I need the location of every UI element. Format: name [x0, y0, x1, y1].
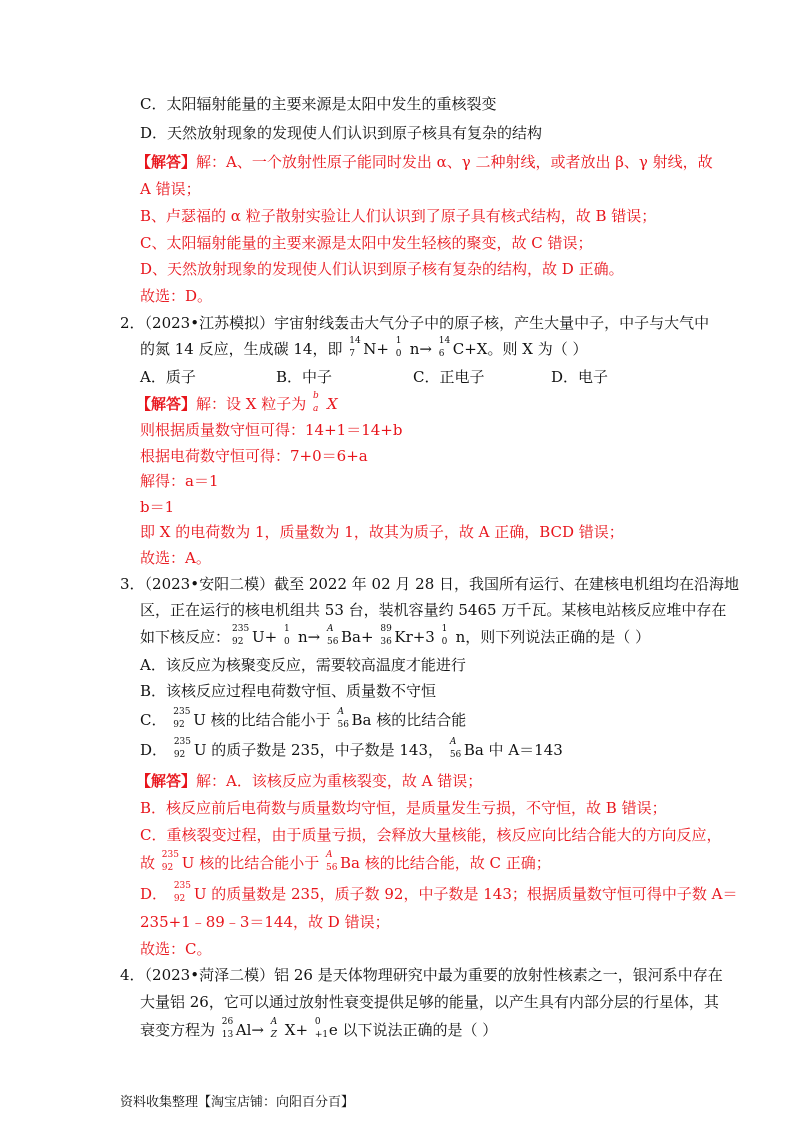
q2-stem-line-1: 2．（2023•江苏模拟）宇宙射线轰击大气分子中的原子核，产生大量中子，中子与大气中 [120, 314, 710, 332]
nuclide-kr89: 89 36 [380, 624, 392, 647]
q3-option-a: A．该反应为核聚变反应，需要较高温度才能进行 [140, 656, 466, 674]
q1-answer-line-1: 【解答】解：A、一个放射性原子能同时发出 α、γ 二种射线，或者放出 β、γ 射线，故 [136, 153, 713, 171]
q2-answer-line-4: 解得：a＝1 [140, 472, 219, 490]
nuclide-positron: 0 +1 [314, 1017, 329, 1040]
nuclide-al26: 26 13 [221, 1017, 234, 1040]
q2-answer-line-5: b＝1 [140, 498, 175, 516]
q3-stem-line-1: 3．（2023•安阳二模）截至 2022 年 02 月 28 日，我国所有运行、在建核电机组均在沿海地 [120, 575, 740, 593]
q2-answer-line-2: 则根据质量数守恒可得：14+1＝14+b [140, 421, 403, 439]
q3-option-d: D． 235 92 U 的质子数是 235，中子数是 143， A 56 Ba 中 A＝143 [140, 737, 563, 760]
q2-option-d: D．电子 [551, 368, 609, 386]
q3-answer-line-5: D． 235 92 U 的质量数是 235，质子数 92，中子数是 143；根据质量数守恒可得中子数 A＝ [140, 881, 738, 904]
q3-stem-line-2: 区，正在运行的核电机组共 53 台，装机容量约 5465 万千瓦。某核电站核反应堆中存在 [140, 601, 727, 619]
q2-choice: 故选：A。 [140, 549, 211, 567]
q3-answer-line-2: B．核反应前后电荷数与质量数均守恒，是质量发生亏损，不守恒，故 B 错误； [140, 799, 667, 817]
nuclide-ba: A 56 [449, 737, 462, 760]
nuclide-c14: 14 6 [438, 336, 451, 359]
q2-option-a: A．质子 [140, 368, 196, 386]
q4-stem-line-2: 大量铝 26，它可以通过放射性衰变提供足够的能量，以产生具有内部分层的行星体，其 [140, 993, 719, 1011]
q1-answer-line-3: C、太阳辐射能量的主要来源是太阳中发生轻核的聚变，故 C 错误； [140, 234, 593, 252]
nuclide-ba: A 56 [326, 850, 338, 873]
q4-stem-line-3: 衰变方程为 26 13 Al→ A Z X+ 0 +1 e 以下说法正确的是（ ） [140, 1017, 498, 1040]
q2-option-b: B．中子 [276, 368, 333, 386]
nuclide-neutron: 1 0 [284, 624, 290, 647]
q3-option-b: B．该核反应过程电荷数守恒、质量数不守恒 [140, 682, 437, 700]
nuclide-u235: 235 92 [161, 850, 179, 873]
nuclide-u235: 235 92 [173, 881, 191, 904]
q3-answer-line-3: C．重核裂变过程，由于质量亏损，会释放大量核能，核反应向比结合能大的方向反应， [140, 826, 722, 844]
q3-answer-line-1: 【解答】解：A．该核反应为重核裂变，故 A 错误； [136, 772, 483, 790]
nuclide-u235: 235 92 [173, 707, 191, 730]
q2-answer-line-6: 即 X 的电荷数为 1，质量数为 1，故其为质子，故 A 正确，BCD 错误； [140, 523, 624, 541]
q1-answer-line-1b: A 错误； [140, 180, 201, 198]
q1-answer-line-2: B、卢瑟福的 α 粒子散射实验让人们认识到了原子具有核式结构，故 B 错误； [140, 207, 657, 225]
nuclide-x-az: A Z [270, 1017, 278, 1040]
q3-answer-line-6: 235+1﹣89﹣3＝144，故 D 错误； [140, 913, 390, 931]
q3-option-c: C． 235 92 U 核的比结合能小于 A 56 Ba 核的比结合能 [140, 707, 467, 730]
page-footer: 资料收集整理【淘宝店铺：向阳百分百】 [120, 1095, 355, 1110]
q1-option-d: D．天然放射现象的发现使人们认识到原子核具有复杂的结构 [140, 124, 543, 142]
q3-answer-line-4: 故 235 92 U 核的比结合能小于 A 56 Ba 核的比结合能，故 C 正确； [140, 850, 551, 873]
nuclide-u235: 235 92 [173, 737, 191, 760]
nuclide-ba: A 56 [327, 624, 339, 647]
q1-answer-line-4: D、天然放射现象的发现使人们认识到原子核有复杂的结构，故 D 正确。 [140, 260, 624, 278]
q3-choice: 故选：C。 [140, 940, 212, 958]
q2-stem-line-2: 的氮 14 反应，生成碳 14，即 14 7 N+ 1 0 n→ 14 6 C+X。则 X 为（ ） [140, 336, 588, 359]
q2-option-c: C．正电子 [413, 368, 485, 386]
q1-option-c: C．太阳辐射能量的主要来源是太阳中发生的重核裂变 [140, 95, 497, 113]
q2-answer-line-1: 【解答】解：设 X 粒子为 b a X [136, 391, 338, 414]
nuclide-neutron: 1 0 [395, 336, 402, 359]
nuclide-x-ba: b a [313, 391, 319, 414]
q4-stem-line-1: 4．（2023•菏泽二模）铝 26 是天体物理研究中最为重要的放射性核素之一，银河系中存在 [120, 966, 723, 984]
nuclide-u235: 235 92 [232, 624, 250, 647]
q1-choice: 故选：D。 [140, 287, 213, 305]
nuclide-neutron: 1 0 [441, 624, 448, 647]
nuclide-ba: A 56 [337, 707, 349, 730]
q3-stem-line-3: 如下核反应： 235 92 U+ 1 0 n→ A 56 Ba+ 89 36 Kr+3 1 0 n，则下列说法正确的是（ ） [140, 624, 651, 647]
nuclide-n14: 14 7 [349, 336, 361, 359]
q2-answer-line-3: 根据电荷数守恒可得：7+0＝6+a [140, 447, 368, 465]
